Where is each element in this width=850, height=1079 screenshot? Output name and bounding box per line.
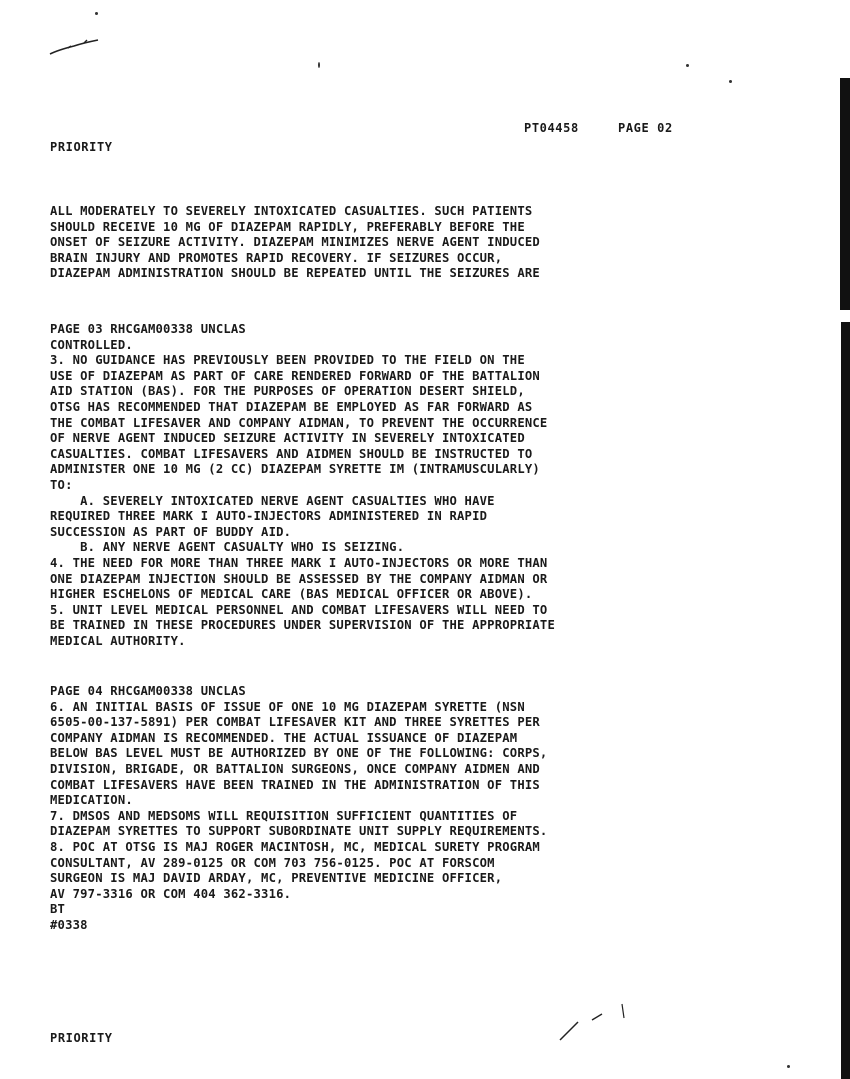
message-line: PAGE 04 RHCGAM00338 UNCLAS xyxy=(50,684,246,698)
message-ref: PT04458 xyxy=(524,121,579,135)
message-line: BT xyxy=(50,902,66,917)
message-line: BE TRAINED IN THESE PROCEDURES UNDER SUPERVISION OF THE APPROPRIATE xyxy=(50,618,556,633)
speck xyxy=(787,1065,790,1068)
message-line: CASUALTIES. COMBAT LIFESAVERS AND AIDMEN SHOULD BE INSTRUCTED TO xyxy=(50,446,533,461)
pen-mark xyxy=(550,1000,640,1050)
scan-edge-bar xyxy=(840,78,850,310)
message-line: 6. AN INITIAL BASIS OF ISSUE OF ONE 10 MG DIAZEPAM SYRETTE (NSN xyxy=(50,699,525,714)
message-line: COMBAT LIFESAVERS HAVE BEEN TRAINED IN THE ADMINISTRATION OF THIS xyxy=(50,777,540,792)
message-line: BRAIN INJURY AND PROMOTES RAPID RECOVERY. IF SEIZURES OCCUR, xyxy=(50,250,503,265)
message-line: CONSULTANT, AV 289-0125 OR COM 703 756-0125. POC AT FORSCOM xyxy=(50,855,495,870)
priority-bottom: PRIORITY xyxy=(50,1031,113,1045)
message-line: ALL MODERATELY TO SEVERELY INTOXICATED CASUALTIES. SUCH PATIENTS xyxy=(50,204,533,218)
message-line: CONTROLLED. xyxy=(50,337,133,352)
message-line: PAGE 03 RHCGAM00338 UNCLAS xyxy=(50,322,246,336)
message-line: 7. DMSOS AND MEDSOMS WILL REQUISITION SUFFICIENT QUANTITIES OF xyxy=(50,808,518,823)
message-line: THE COMBAT LIFESAVER AND COMPANY AIDMAN, TO PREVENT THE OCCURRENCE xyxy=(50,415,548,430)
pen-mark xyxy=(44,32,114,62)
message-line: ADMINISTER ONE 10 MG (2 CC) DIAZEPAM SYRETTE IM (INTRAMUSCULARLY) xyxy=(50,462,540,477)
message-line: OF NERVE AGENT INDUCED SEIZURE ACTIVITY IN SEVERELY INTOXICATED xyxy=(50,431,525,446)
message-line: REQUIRED THREE MARK I AUTO-INJECTORS ADMINISTERED IN RAPID xyxy=(50,509,488,524)
message-line: SUCCESSION AS PART OF BUDDY AID. xyxy=(50,524,292,539)
message-line: TO: xyxy=(50,478,73,492)
speck xyxy=(729,80,732,83)
message-line: DIAZEPAM SYRETTES TO SUPPORT SUBORDINATE UNIT SUPPLY REQUIREMENTS. xyxy=(50,824,548,839)
message-line: AV 797-3316 OR COM 404 362-3316. xyxy=(50,886,292,901)
message-line: DIVISION, BRIGADE, OR BATTALION SURGEONS, ONCE COMPANY AIDMEN AND xyxy=(50,762,540,776)
message-line: SURGEON IS MAJ DAVID ARDAY, MC, PREVENTIVE MEDICINE OFFICER, xyxy=(50,871,503,886)
message-line: 4. THE NEED FOR MORE THAN THREE MARK I AUTO-INJECTORS OR MORE THAN xyxy=(50,556,548,570)
message-line: MEDICAL AUTHORITY. xyxy=(50,634,186,648)
message-line: BELOW BAS LEVEL MUST BE AUTHORIZED BY ONE OF THE FOLLOWING: CORPS, xyxy=(50,746,548,761)
message-line: SHOULD RECEIVE 10 MG OF DIAZEPAM RAPIDLY, PREFERABLY BEFORE THE xyxy=(50,219,525,234)
message-line: B. ANY NERVE AGENT CASUALTY WHO IS SEIZING. xyxy=(50,540,405,555)
speck xyxy=(95,12,98,15)
message-line: #0338 xyxy=(50,918,88,932)
message-line: USE OF DIAZEPAM AS PART OF CARE RENDERED FORWARD OF THE BATTALION xyxy=(50,368,540,383)
scan-edge-bar xyxy=(841,322,850,1079)
message-line: HIGHER ESCHELONS OF MEDICAL CARE (BAS MEDICAL OFFICER OR ABOVE). xyxy=(50,587,533,602)
speck xyxy=(686,64,689,67)
priority-top: PRIORITY xyxy=(50,140,113,154)
message-line: AID STATION (BAS). FOR THE PURPOSES OF OPERATION DESERT SHIELD, xyxy=(50,384,525,399)
message-line: 8. POC AT OTSG IS MAJ ROGER MACINTOSH, MC, MEDICAL SURETY PROGRAM xyxy=(50,840,540,854)
message-line: 3. NO GUIDANCE HAS PREVIOUSLY BEEN PROVIDED TO THE FIELD ON THE xyxy=(50,353,525,368)
message-line: A. SEVERELY INTOXICATED NERVE AGENT CASUALTIES WHO HAVE xyxy=(50,493,495,508)
message-line: OTSG HAS RECOMMENDED THAT DIAZEPAM BE EMPLOYED AS FAR FORWARD AS xyxy=(50,400,533,414)
message-line: ONE DIAZEPAM INJECTION SHOULD BE ASSESSED BY THE COMPANY AIDMAN OR xyxy=(50,571,548,586)
message-line: MEDICATION. xyxy=(50,793,133,808)
message-line: COMPANY AIDMAN IS RECOMMENDED. THE ACTUAL ISSUANCE OF DIAZEPAM xyxy=(50,730,518,745)
speck xyxy=(318,62,320,68)
message-line: ONSET OF SEIZURE ACTIVITY. DIAZEPAM MINIMIZES NERVE AGENT INDUCED xyxy=(50,235,540,250)
message-line: 6505-00-137-5891) PER COMBAT LIFESAVER KIT AND THREE SYRETTES PER xyxy=(50,715,540,730)
page-label: PAGE 02 xyxy=(618,121,673,135)
message-line: 5. UNIT LEVEL MEDICAL PERSONNEL AND COMBAT LIFESAVERS WILL NEED TO xyxy=(50,602,548,617)
message-line: DIAZEPAM ADMINISTRATION SHOULD BE REPEATED UNTIL THE SEIZURES ARE xyxy=(50,266,540,281)
